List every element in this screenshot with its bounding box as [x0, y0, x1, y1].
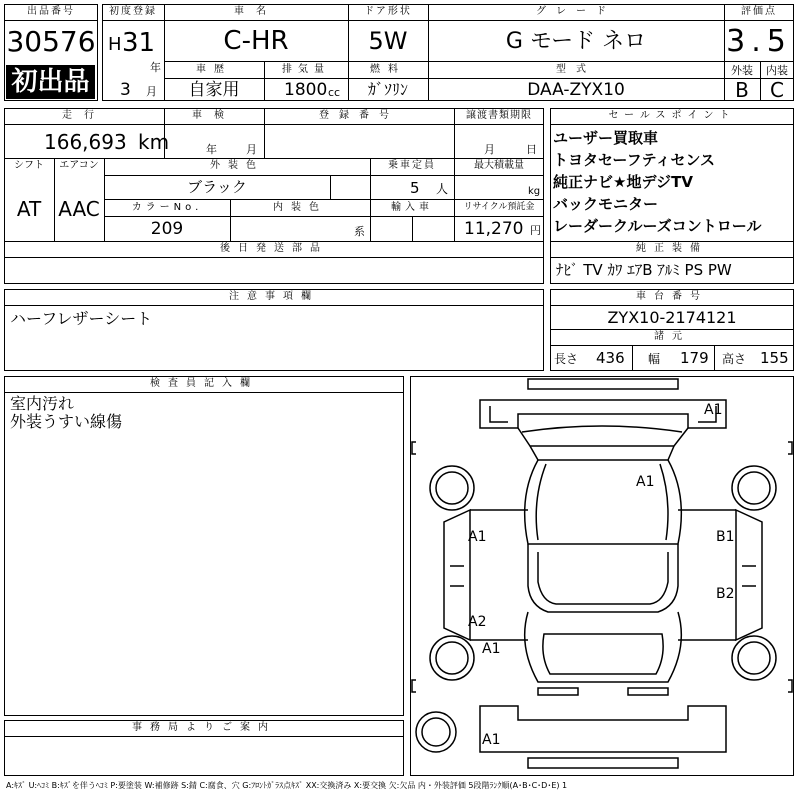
damage-mark: A1	[482, 641, 501, 657]
transfer-label: 譲渡書類期限	[466, 110, 532, 121]
notes-label: 注意事項欄	[229, 291, 319, 302]
mileage: 166,693	[44, 130, 127, 154]
ext-color-label: 外装色	[210, 160, 264, 171]
score-label: 評価点	[741, 6, 777, 17]
displacement: 1800	[284, 80, 328, 100]
seats-unit: 人	[436, 182, 449, 196]
first-listing-badge: 初出品	[6, 65, 95, 99]
color-no-label: カラーNo.	[131, 202, 203, 213]
model-code: DAA-ZYX10	[527, 80, 625, 100]
era: H	[108, 34, 122, 55]
car-name: C-HR	[223, 26, 289, 56]
ac-label: エアコン	[59, 160, 99, 171]
year-unit: 年	[150, 61, 161, 74]
chassis-number: ZYX10-2174121	[607, 308, 737, 327]
sales-points-label: セールスポイント	[608, 110, 736, 121]
chassis-label: 車台番号	[636, 291, 708, 302]
door-type: 5W	[368, 27, 408, 55]
office-label: 事務局よりご案内	[132, 722, 276, 733]
load-label: 最大積載量	[474, 160, 524, 171]
seats-label: 乗車定員	[388, 160, 436, 171]
damage-mark: B1	[716, 529, 735, 545]
damage-mark: A1	[704, 402, 723, 418]
fuel: ｶﾞｿﾘﾝ	[367, 80, 408, 99]
recycle-unit: 円	[530, 224, 541, 237]
int-color-unit: 系	[354, 225, 365, 238]
first-reg-label: 初度登録	[109, 6, 157, 17]
month-unit: 月	[146, 85, 157, 98]
history: 自家用	[188, 80, 240, 100]
exterior-label: 外装	[731, 64, 753, 77]
inspector-note: 外装うすい線傷	[10, 412, 123, 431]
ac: AAC	[58, 197, 100, 221]
int-color-label: 内装色	[273, 202, 327, 213]
seats: 5	[410, 179, 420, 197]
car-diagram	[410, 376, 794, 776]
length: 436	[596, 349, 625, 367]
sales-point-item: レーダークルーズコントロール	[553, 217, 762, 235]
lot-number: 30576	[6, 25, 96, 58]
lot-number-label: 出品番号	[27, 6, 75, 17]
grade: G モード ネロ	[505, 29, 647, 54]
load-unit: kg	[528, 186, 541, 197]
exterior-grade: B	[735, 78, 749, 102]
sales-point-item: ユーザー買取車	[553, 129, 659, 147]
height: 155	[760, 349, 789, 367]
damage-mark: A1	[482, 732, 501, 748]
shift: AT	[16, 197, 42, 221]
shift-label: シフト	[14, 160, 44, 171]
transfer-day-unit: 日	[526, 143, 537, 156]
sales-point-item: バックモニター	[553, 195, 659, 213]
width-label: 幅	[648, 352, 661, 366]
damage-mark: B2	[716, 586, 735, 602]
sales-point-item: 純正ナビ★地デジTV	[553, 173, 693, 191]
history-label: 車歴	[196, 64, 232, 75]
grade-label: グレード	[536, 6, 616, 17]
damage-mark: A1	[636, 474, 655, 490]
legend: A:ｷｽﾞ U:ﾍｺﾐ B:ｷｽﾞを伴うﾍｺﾐ P:要塗装 W:補修跡 S:錆 C:腐食、穴 G:ﾌﾛﾝﾄｶﾞﾗｽ点ｷｽﾞ XX:交換済み X:要交換 欠:欠品 内・外装評価 5段階ﾗﾝｸ順(A･B･C･D･E) 1	[6, 781, 568, 790]
width: 179	[680, 349, 709, 367]
color-no: 209	[150, 219, 184, 239]
recycle-fee: 11,270	[464, 219, 524, 239]
sales-point-item: トヨタセーフティセンス	[553, 151, 716, 169]
door-label: ドア形状	[364, 6, 412, 17]
displacement-label: 排気量	[282, 64, 330, 75]
notes-text: ハーフレザーシート	[10, 309, 153, 328]
inspection-month-unit: 月	[246, 143, 257, 156]
inspection-label: 車検	[192, 110, 236, 121]
mileage-unit: km	[138, 130, 170, 154]
import-label: 輸入車	[391, 202, 433, 213]
car-name-label: 車名	[234, 6, 278, 17]
ext-color: ブラック	[187, 178, 247, 196]
inspector-label: 検査員記入欄	[150, 378, 258, 389]
model-label: 型式	[556, 64, 596, 75]
length-label: 長さ	[554, 352, 579, 366]
inspector-note: 室内汚れ	[10, 394, 75, 413]
damage-mark: A1	[468, 529, 487, 545]
recycle-label: リサイクル預託金	[463, 202, 535, 212]
dims-label: 諸元	[654, 331, 690, 342]
plate-label: 登録番号	[319, 110, 399, 121]
reg-month: 3	[120, 80, 131, 100]
equipment: ﾅﾋﾞ TV ｶﾜ ｴｱB ｱﾙﾐ PS PW	[556, 261, 732, 279]
interior-label: 内装	[766, 64, 788, 77]
transfer-month-unit: 月	[484, 143, 495, 156]
fuel-label: 燃料	[370, 64, 406, 75]
damage-mark: A2	[468, 614, 487, 630]
reg-year: 31	[122, 28, 156, 58]
interior-grade: C	[770, 78, 784, 102]
later-parts-label: 後日発送部品	[220, 243, 328, 254]
displacement-unit: cc	[328, 86, 341, 99]
height-label: 高さ	[722, 352, 747, 366]
equipment-label: 純正装備	[636, 243, 708, 254]
mileage-label: 走行	[62, 110, 106, 121]
inspection-year-unit: 年	[206, 143, 217, 156]
score: 3.5	[726, 24, 792, 59]
